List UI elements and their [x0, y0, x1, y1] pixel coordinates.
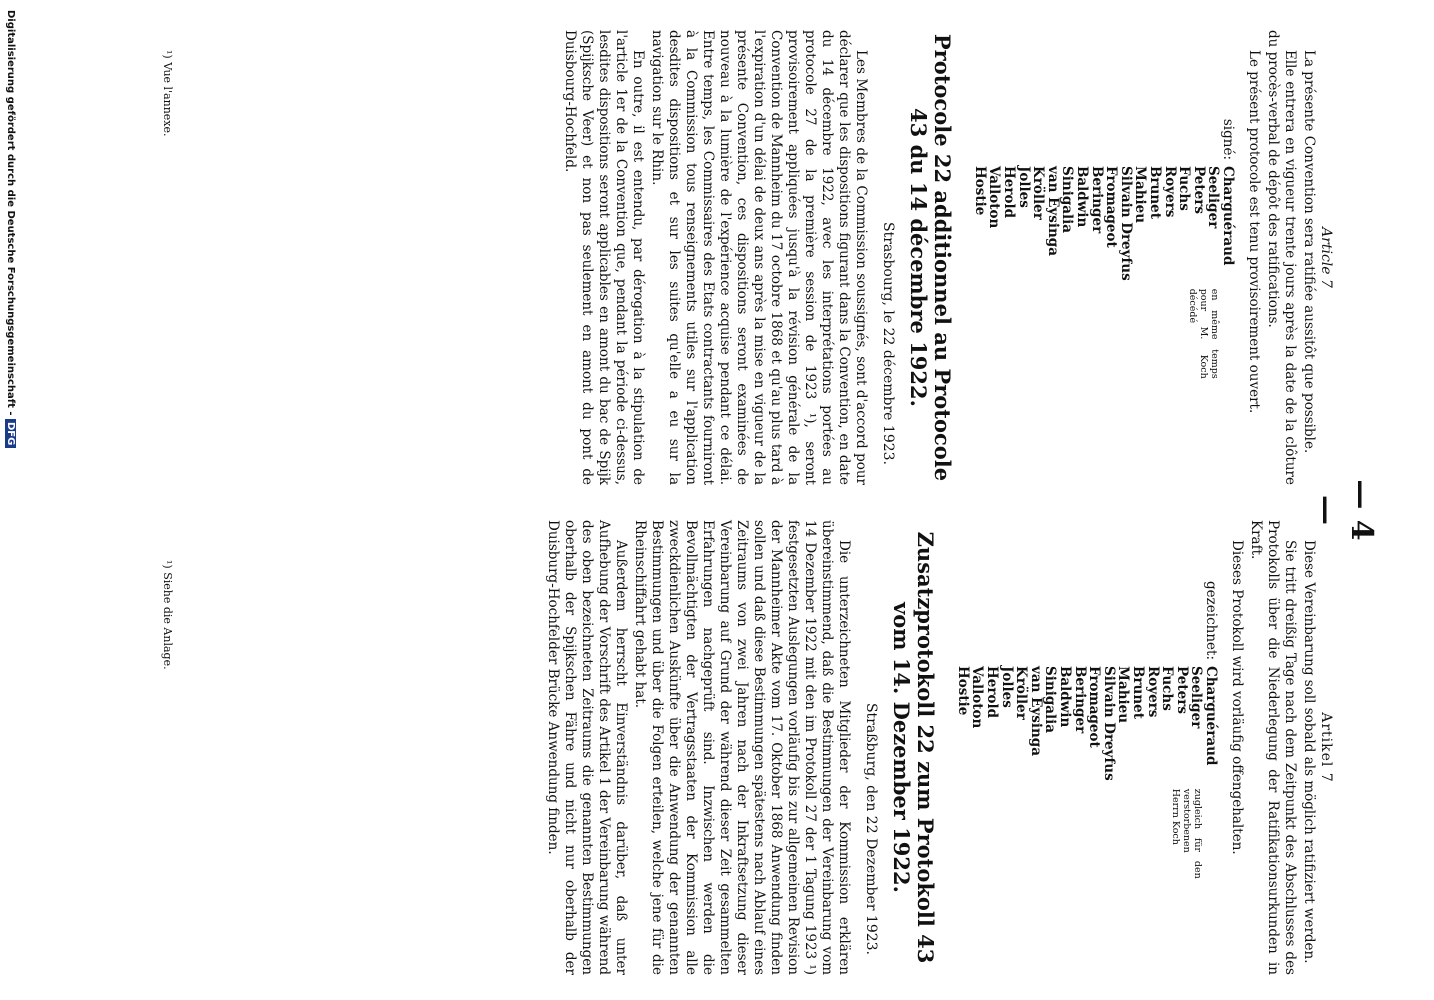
signatory-name: Seeliger — [1205, 166, 1222, 229]
french-protocol-title: Protocole 22 additionnel au Protocole 43 du 14 décembre 1922. — [906, 33, 956, 482]
signatory-name: Herold — [1001, 166, 1018, 219]
signatory-name: Seeliger — [1188, 666, 1205, 729]
signatory-name: Hostie — [971, 166, 988, 216]
french-body-paragraph: Les Membres de la Commission soussignés, sont d'accord pour déclarer que les dispositions figurant dans la Convention, en date du 14 décembre 1922, avec les interprétations portées au protocole 27 de la première session de 1923 ¹), seront provisoirement appliquées jusqu'à la révision générale de la Convention de Mannheim du 17 octobre 1868 et qu'au plus tard à l'expiration d'un délai de deux ans après la mise en vigueur de la présente Convention, ces dispositions seront examinées de nouveau à la lumière de l'expérience acquise pendant ce délai. Entre temps, les Commissaires des Etats contractants fourniront à la Commission tous renseignements utiles sur l'application desdites dispositions et sur les suites qu'elle a eu sur la navigation sur le Rhin. — [649, 30, 870, 485]
signatory-name: Beringer — [1088, 166, 1105, 234]
french-article-title: Article 7 — [1318, 227, 1334, 288]
signatory-name: Brunet — [1130, 666, 1147, 719]
french-signed-word: signé: — [1220, 118, 1236, 160]
french-footnote: ¹) Vue l'annexe. — [161, 50, 174, 137]
signatory-name: Silvain Dreyfus — [1117, 166, 1134, 281]
german-body-paragraph: Die unterzeichneten Mitglieder der Kommission erklären übereinstimmend, daß die Bestimmungen der Vereinbarung vom 14 Dezember 1922 mit den im Protokoll 27 der 1 Tagung 1923 ¹) festgesetzten Auslegungen vorläufig bis zur allgemeinen Revision der Mannheimer Akte vom 17. Oktober 1868 Anwendung finden sollen und daß diese Bestimmungen spätestens nach Ablauf eines Zeitraums von zwei Jahren nach der Inkraftsetzung dieser Vereinbarung auf Grund der während dieser Zeit gesammelten Erfahrungen nachgeprüft sind. Inzwischen werden die Bevollmächtigten der Vertragsstaaten der Kommission alle zweckdienlichen Auskünfte über die Anwendung der genannten Bestimmungen und über die Folgen erteilen, welche jene für die Rheinschiffahrt gehabt hat. — [632, 520, 853, 975]
signatory-name: Herold — [984, 666, 1001, 719]
signatory-name: Fromageot — [1086, 666, 1103, 748]
french-column — [559, 30, 1334, 485]
german-column — [542, 520, 1334, 975]
signatory-name: Jolles — [998, 666, 1015, 708]
dfg-logo: DFG — [5, 419, 16, 448]
signatory-name: van Eysinga — [1044, 166, 1061, 256]
german-brace-note: zugleich für den verstorbenen Herrn Koch — [1170, 788, 1203, 879]
german-paragraph: Sie tritt dreißig Tage nach dem Zeitpunkt des Abschlusses des Protokolls über die Niederlegung der Ratifikationsurkunden in Kraft. — [1248, 520, 1298, 975]
signatory-name: Hostie — [954, 666, 971, 716]
signatory-name: Sinigalia — [1059, 166, 1076, 234]
signatory-name: Jolles — [1015, 166, 1032, 208]
signatory-name: Fromageot — [1103, 166, 1120, 248]
french-signatory-list — [972, 166, 1235, 281]
signatory-name: Beringer — [1071, 666, 1088, 734]
german-paragraph: Diese Vereinbarung soll sobald als möglich ratifiziert werden. — [1301, 540, 1317, 964]
german-signatory-list — [955, 666, 1218, 781]
signatory-name: Fuchs — [1159, 666, 1176, 711]
signatory-name: Fuchs — [1176, 166, 1193, 211]
french-brace-note: en même temps pour M. Koch décédé — [1187, 288, 1220, 379]
german-paragraph: Dieses Protokoll wird vorläufig offengehalten. — [1229, 540, 1245, 855]
signatory-name: Valloton — [969, 666, 986, 729]
signatory-name: Peters — [1190, 166, 1207, 214]
german-footnote: ¹) Siehe die Anlage. — [161, 560, 174, 670]
signatory-name: Sinigalia — [1042, 666, 1059, 734]
french-signatures — [972, 90, 1235, 485]
german-signatures — [955, 580, 1218, 975]
signatory-name: Silvain Dreyfus — [1100, 666, 1117, 781]
german-protocol-title: Zusatzprotokoll 22 zum Protokoll 43 vom 14. Dezember 1922. — [889, 531, 939, 964]
signatory-name: Baldwin — [1057, 666, 1074, 728]
digitization-note — [5, 10, 16, 448]
french-body-paragraph: En outre, il est entendu, par dérogation à la stipulation de l'article 1er de la Convention que, pendant la période ci-dessus, lesdites dispositions seront applicables en amont du bac de Spijk (Spijksche Veer) et non pas seulement en amont du pont de Duisbourg-Hochfeld. — [562, 30, 647, 485]
french-paragraph: La présente Convention sera ratifiée aussitôt que possible. — [1301, 50, 1317, 454]
german-place-date: Straßburg, den 22 Dezember 1923. — [863, 702, 880, 955]
german-signed-word: gezeichnet: — [1203, 581, 1219, 660]
signatory-name: Charguéraud — [1220, 166, 1236, 266]
signatory-name: Mahieu — [1115, 666, 1132, 724]
french-paragraph: Le présent protocole est tenu provisoirement ouvert. — [1246, 50, 1262, 414]
signatory-name: Royers — [1161, 166, 1178, 218]
digitization-note-text: Digitalisierung gefördert durch die Deutsche Forschungsgemeinschaft - — [5, 10, 16, 416]
page-number: — 4 — — [1309, 479, 1379, 541]
german-body-paragraph: Außerdem herrscht Einverständnis darüber, daß unter Aufhebung der Vorschrift des Artikel 1 der Vereinbarung während des oben bezeichneten Zeitraums die genannten Bestimmungen oberhalb der Spijkschen Fähre und nicht nur oberhalb der Duisburg-Hochfelder Brücke Anwendung finden. — [545, 520, 630, 975]
signatory-name: Royers — [1144, 666, 1161, 718]
french-paragraph: Elle entrera en vigueur trente jours après la date de la clôture du procès-verbal de dépôt des ratifications. — [1265, 30, 1298, 485]
signatory-name: Valloton — [986, 166, 1003, 229]
signatory-name: Mahieu — [1132, 166, 1149, 224]
signatory-name: Peters — [1173, 666, 1190, 714]
signatory-name: Brunet — [1147, 166, 1164, 219]
signatory-name: Charguéraud — [1203, 666, 1219, 766]
french-place-date: Strasbourg, le 22 décembre 1923. — [880, 222, 897, 465]
signatory-name: Baldwin — [1074, 166, 1091, 228]
signatory-name: van Eysinga — [1027, 666, 1044, 756]
signatory-name: Kröller — [1013, 666, 1030, 720]
german-article-title: Artikel 7 — [1318, 712, 1334, 783]
signatory-name: Kröller — [1030, 166, 1047, 220]
